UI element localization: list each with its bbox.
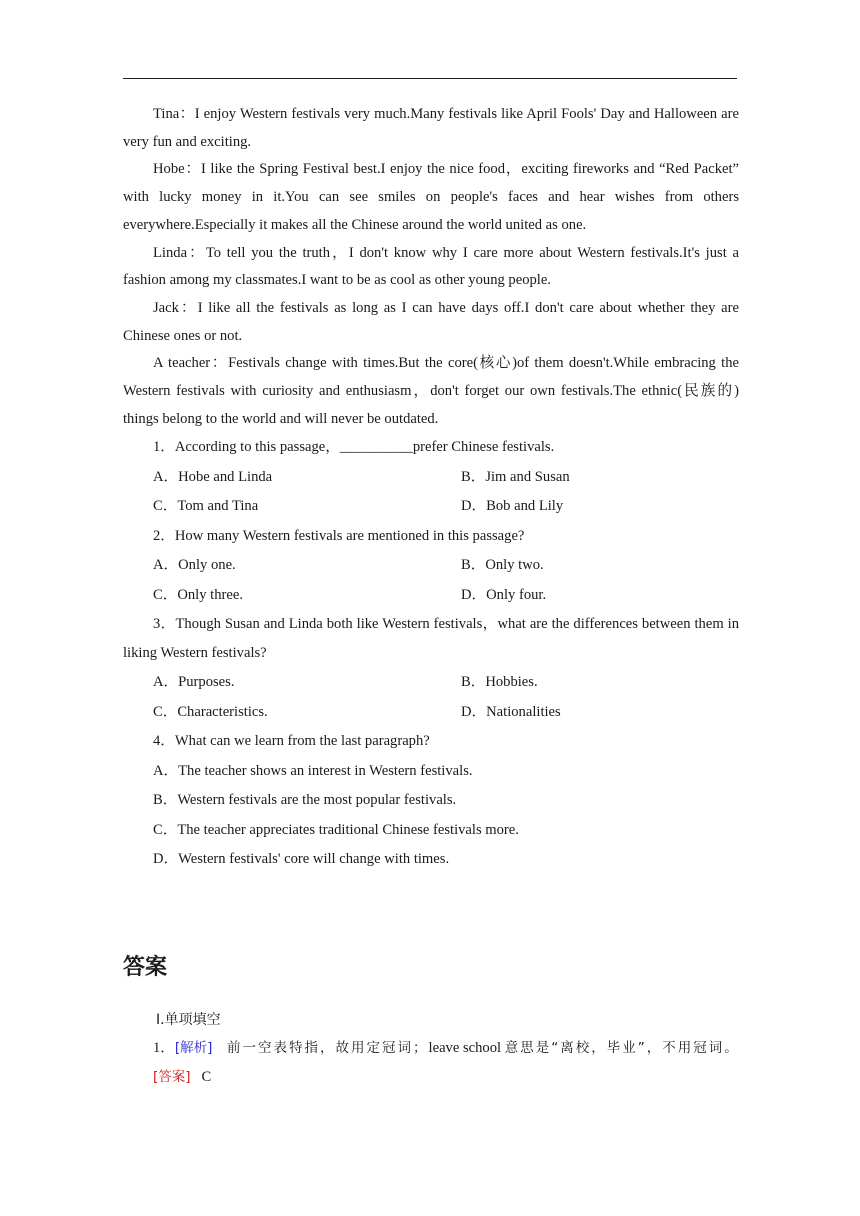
answer-value: C [201,1069,212,1085]
q4-option-d: D．Western festivals' core will change with times. [153,851,450,868]
q4-option-a: A．The teacher shows an interest in Western festivals. [153,762,473,779]
reading-passage [123,101,739,875]
question-2-stem: 2．How many Western festivals are mentioned in this passage? [153,527,525,544]
analysis-text-part-1: 前一空表特指，故用定冠词； [227,1040,429,1056]
question-2-options-row-1 [123,551,739,581]
question-3-options-row-1 [123,668,739,698]
question-2-options-row-2 [123,581,739,611]
question-1-stem: 1．According to this passage，__________prefer Chinese festivals. [153,439,555,456]
answer-key-1 [153,1066,211,1088]
header-rule [123,78,737,79]
q1-option-a: A．Hobe and Linda [153,468,273,485]
q2-option-c: C．Only three. [153,586,243,603]
q3-option-b: B．Hobbies. [461,674,538,691]
analysis-tag: [解析] [174,1040,213,1056]
q1-option-c: C．Tom and Tina [153,498,259,515]
passage-paragraph-tina: Tina：I enjoy Western festivals very much.Many festivals like April Fools' Day and Halloween are very fun and exciting. [123,106,739,150]
analysis-text-part-2: leave school [428,1040,502,1056]
q1-option-b: B．Jim and Susan [461,468,570,485]
q1-option-d: D．Bob and Lily [461,498,564,515]
q4-option-c: C．The teacher appreciates traditional Chinese festivals more. [153,821,519,838]
q3-option-c: C．Characteristics. [153,703,268,720]
analysis-text-part-3: 意思是“离校，毕业”，不用冠词。 [504,1040,740,1056]
q2-option-d: D．Only four. [461,586,547,603]
question-1-options-row-1 [123,463,739,493]
question-4-stem: 4．What can we learn from the last paragraph? [153,733,430,750]
question-3-options-row-2 [123,698,739,728]
answer-explanation-1 [153,1037,743,1059]
q2-option-a: A．Only one. [153,557,236,574]
q3-option-a: A．Purposes. [153,674,235,691]
answer-tag: [答案] [153,1069,191,1085]
q4-option-b: B．Western festivals are the most popular festivals. [153,792,457,809]
q2-option-b: B．Only two. [461,557,544,574]
question-3-stem: 3．Though Susan and Linda both like Western festivals，what are the differences between them in liking Western festivals? [123,616,739,662]
q3-option-d: D．Nationalities [461,703,561,720]
answer-1-number: 1． [153,1040,175,1056]
answers-heading: 答案 [123,955,168,980]
passage-paragraph-jack: Jack：I like all the festivals as long as I can have days off.I don't care about whether they are Chinese ones or not. [123,299,739,344]
passage-paragraph-teacher: A teacher：Festivals change with times.But the core(核心)of them doesn't.While embracing the Western festivals with curiosity and enthusiasm，don't forget our own festivals.The ethnic(民族的) things belong to the world and will never be outdated. [123,355,739,427]
passage-paragraph-hobe: Hobe：I like the Spring Festival best.I enjoy the nice food，exciting fireworks and “Red Packet” with lucky money in it.You can see smiles on people's faces and hear wishes from others everywhere.Especially it makes all the Chinese around the world united as one. [123,161,739,233]
passage-paragraph-linda: Linda：To tell you the truth，I don't know why I care more about Western festivals.It's just a fashion among my classmates.I want to be as cool as other young people. [123,244,739,289]
question-1-options-row-2 [123,492,739,522]
section-title: Ⅰ.单项填空 [156,1012,221,1028]
